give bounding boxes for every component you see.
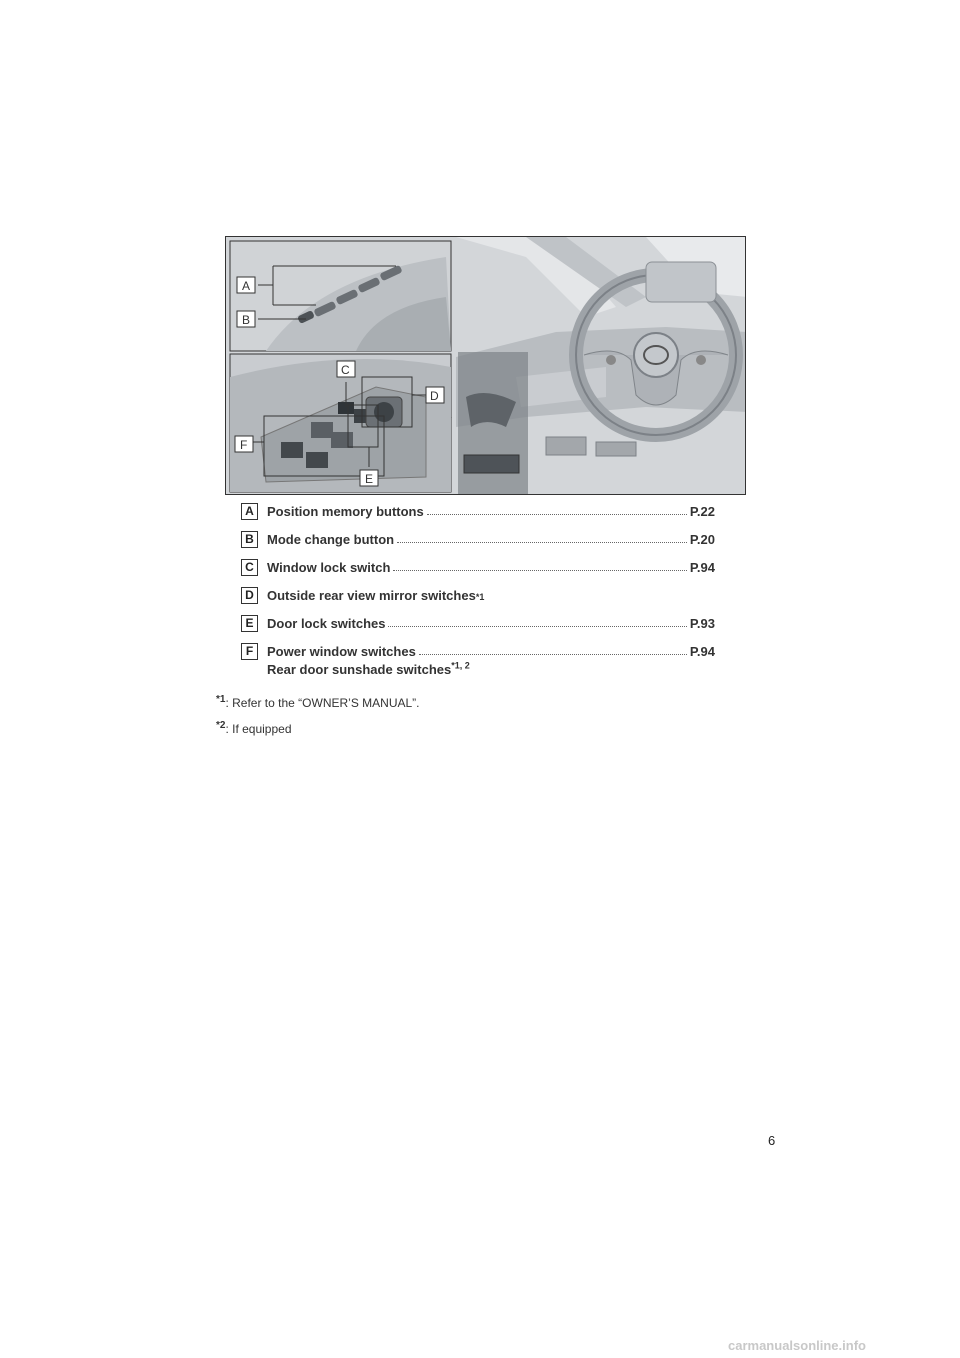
dot-leader xyxy=(419,654,687,655)
dot-leader xyxy=(388,626,686,627)
callout-D xyxy=(426,387,444,403)
door-switch-illustration xyxy=(225,236,746,495)
page-reference[interactable]: P.94 xyxy=(689,560,715,575)
footnote-mark: *2 xyxy=(216,720,226,731)
item-sublabel: Rear door sunshade switches$^{*1, 2}$ xyxy=(267,660,470,677)
svg-text:D: D xyxy=(430,389,439,403)
page-reference[interactable]: P.94 xyxy=(689,644,715,659)
svg-text:F: F xyxy=(240,438,248,452)
footnote-mark: *1, 2 xyxy=(451,660,470,671)
legend-item xyxy=(241,502,715,530)
letter-badge: A xyxy=(241,503,258,520)
callout-F xyxy=(235,436,253,452)
footnotes xyxy=(216,696,420,748)
letter-badge: D xyxy=(241,587,258,604)
page-reference[interactable]: P.22 xyxy=(689,504,715,519)
dot-leader xyxy=(397,542,687,543)
callout-E xyxy=(360,470,378,486)
footnote xyxy=(216,722,420,748)
item-label: Mode change button xyxy=(267,532,395,547)
item-label: Position memory buttons xyxy=(267,504,424,519)
svg-text:A: A xyxy=(242,279,251,293)
item-label: Power window switches xyxy=(267,644,416,659)
footnote-text: : Refer to the “OWNER’S MANUAL”. xyxy=(225,696,420,710)
dot-leader xyxy=(427,514,687,515)
svg-text:B: B xyxy=(242,313,251,327)
inset-memory-buttons xyxy=(230,241,451,351)
footnote-text: : If equipped xyxy=(225,722,292,736)
watermark: carmanualsonline.info xyxy=(728,1338,866,1353)
letter-badge: B xyxy=(241,531,258,548)
illustration-svg xyxy=(226,237,746,495)
page-reference[interactable]: P.93 xyxy=(689,616,715,631)
legend-item: D Outside rear view mirror switches *1 xyxy=(241,586,715,614)
footnote xyxy=(216,696,420,722)
item-label: Door lock switches xyxy=(267,616,386,631)
item-label: Window lock switch xyxy=(267,560,391,575)
svg-text:C: C xyxy=(341,363,350,377)
legend-item xyxy=(241,614,715,642)
page-reference[interactable]: P.20 xyxy=(689,532,715,547)
callout-C xyxy=(337,361,355,377)
page-number: 6 xyxy=(768,1133,776,1148)
legend-item xyxy=(241,642,715,688)
legend-list xyxy=(241,502,715,688)
legend-item xyxy=(241,530,715,558)
letter-badge: C xyxy=(241,559,258,576)
letter-badge: F xyxy=(241,643,258,660)
item-label: Outside rear view mirror switches xyxy=(267,588,476,603)
footnote-mark: *1 xyxy=(216,694,226,705)
letter-badge: E xyxy=(241,615,258,632)
svg-text:E: E xyxy=(365,472,374,486)
dot-leader xyxy=(393,570,687,571)
callout-B xyxy=(237,311,255,327)
legend-item xyxy=(241,558,715,586)
callout-A xyxy=(237,277,255,293)
